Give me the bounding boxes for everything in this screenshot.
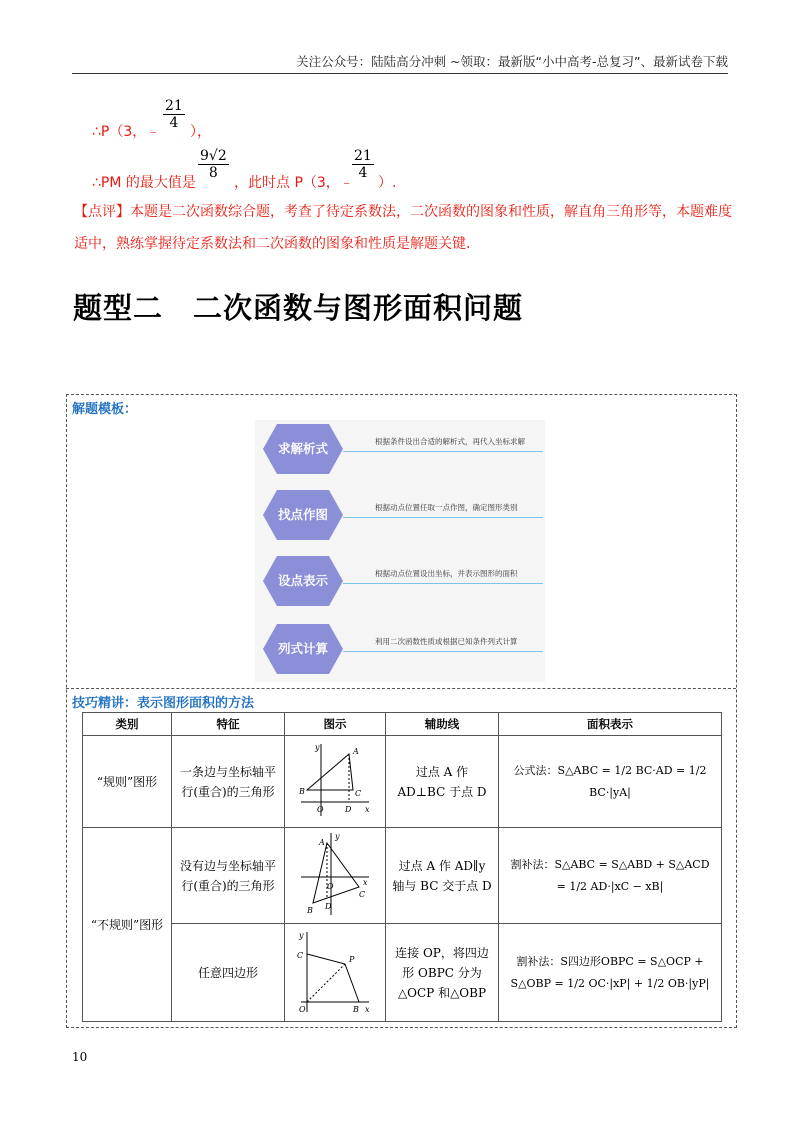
area-methods-table xyxy=(82,712,722,1022)
table-header-row xyxy=(83,713,722,736)
svg-text:C: C xyxy=(359,890,366,899)
feature-cell: 没有边与坐标轴平行(重合)的三角形 xyxy=(172,828,285,924)
fraction-9root2-8: $\frac{9√2}{8}$ xyxy=(200,148,227,181)
svg-text:A: A xyxy=(353,747,359,756)
flow-step-3 xyxy=(255,552,545,612)
category-cell: “规则”图形 xyxy=(83,736,172,828)
flow-step-label: 求解析式 xyxy=(277,441,328,456)
svg-text:D: D xyxy=(325,902,332,911)
line1-suffix: ）， xyxy=(190,124,211,140)
flow-step-2 xyxy=(255,486,545,546)
line1-prefix: ∴P（3，﹣ xyxy=(92,124,161,140)
header-expr: 面积表示 xyxy=(499,713,722,736)
header-figure: 图示 xyxy=(285,713,386,736)
figure-cell xyxy=(285,828,386,924)
flow-diagram xyxy=(255,420,545,682)
flow-step-1 xyxy=(255,420,545,480)
flow-rule xyxy=(343,651,543,652)
svg-text:x: x xyxy=(365,805,370,814)
header-aux: 辅助线 xyxy=(386,713,499,736)
expr-cell: 割补法：S△ABC = S△ABD + S△ACD = 1/2 AD·|xC − xB| xyxy=(499,828,722,924)
flow-step-4 xyxy=(255,620,545,680)
comment-paragraph xyxy=(74,196,734,260)
svg-text:x: x xyxy=(365,1005,370,1014)
flow-rule xyxy=(343,517,543,518)
feature-cell: 一条边与坐标轴平行(重合)的三角形 xyxy=(172,736,285,828)
flow-step-label: 设点表示 xyxy=(277,573,328,588)
expr-cell: 割补法：S四边形OBPC = S△OCP + S△OBP = 1/2 OC·|xP| + 1/2 OB·|yP| xyxy=(499,924,722,1022)
page-header: 关注公众号：陆陆高分冲刺 ~领取：最新版“小中高考-总复习”、最新试卷下载 xyxy=(72,52,728,74)
svg-text:O: O xyxy=(327,882,334,891)
box-divider xyxy=(66,688,736,689)
svg-text:O: O xyxy=(299,1005,306,1014)
section-title: 题型二 二次函数与图形面积问题 xyxy=(73,291,524,325)
expr-cell: 公式法：S△ABC = 1/2 BC·AD = 1/2 BC·|yA| xyxy=(499,736,722,828)
tips-label: 技巧精讲：表示图形面积的方法 xyxy=(72,696,255,711)
line2-suffix: ）. xyxy=(378,175,397,191)
header-category: 类别 xyxy=(83,713,172,736)
flow-rule xyxy=(343,583,543,584)
comment-text: 本题是二次函数综合题，考查了待定系数法，二次函数的图象和性质，解直角三角形等，本题难度适中，熟练掌握待定系数法和二次函数的图象和性质是解题关键. xyxy=(74,204,732,252)
comment-tag: 【点评】 xyxy=(74,204,130,220)
fraction-21-4-b: $\frac{21}{4}$ xyxy=(354,148,372,181)
svg-text:y: y xyxy=(299,931,304,940)
svg-text:y: y xyxy=(315,743,320,752)
triangle-figure-1 xyxy=(297,740,373,820)
svg-text:B: B xyxy=(307,906,313,915)
triangle-figure-2 xyxy=(297,831,373,917)
page-number: 10 xyxy=(72,1050,88,1064)
flow-step-desc: 利用二次函数性质或根据已知条件列式计算 xyxy=(375,637,518,646)
flow-step-label: 找点作图 xyxy=(277,507,328,522)
flow-step-desc: 根据动点位置任取一点作图，确定图形类别 xyxy=(375,503,518,512)
svg-text:y: y xyxy=(335,832,340,841)
line2-mid: ，此时点 P（3，﹣ xyxy=(234,175,354,191)
flow-step-desc: 根据动点位置设出坐标，并表示图形的面积 xyxy=(375,569,518,578)
svg-text:B: B xyxy=(353,1005,359,1014)
svg-text:x: x xyxy=(363,878,368,887)
aux-cell: 连接 OP，将四边形 OBPC 分为△OCP 和△OBP xyxy=(386,924,499,1022)
template-label: 解题模板： xyxy=(72,402,138,417)
svg-text:C: C xyxy=(297,951,304,960)
line2-prefix: ∴PM 的最大值是 xyxy=(92,175,196,191)
figure-cell xyxy=(285,736,386,828)
flow-rule xyxy=(343,451,543,452)
fraction-21-4: $\frac{21}{4}$ xyxy=(165,98,183,131)
aux-cell: 过点 A 作 AD∥y 轴与 BC 交于点 D xyxy=(386,828,499,924)
table-row xyxy=(83,736,722,828)
quadrilateral-figure xyxy=(297,928,373,1014)
figure-cell xyxy=(285,924,386,1022)
table-row xyxy=(83,828,722,924)
svg-text:O: O xyxy=(317,805,324,814)
feature-cell: 任意四边形 xyxy=(172,924,285,1022)
header-feature: 特征 xyxy=(172,713,285,736)
svg-text:A: A xyxy=(319,838,325,847)
flow-step-desc: 根据条件设出合适的解析式，再代入坐标求解 xyxy=(375,437,525,446)
svg-text:B: B xyxy=(299,787,305,796)
svg-text:D: D xyxy=(345,805,352,814)
aux-cell: 过点 A 作 AD⊥BC 于点 D xyxy=(386,736,499,828)
table-row xyxy=(83,924,722,1022)
category-cell: “不规则”图形 xyxy=(83,828,172,1022)
svg-text:C: C xyxy=(355,789,362,798)
svg-text:P: P xyxy=(349,955,355,964)
flow-step-label: 列式计算 xyxy=(277,641,328,656)
